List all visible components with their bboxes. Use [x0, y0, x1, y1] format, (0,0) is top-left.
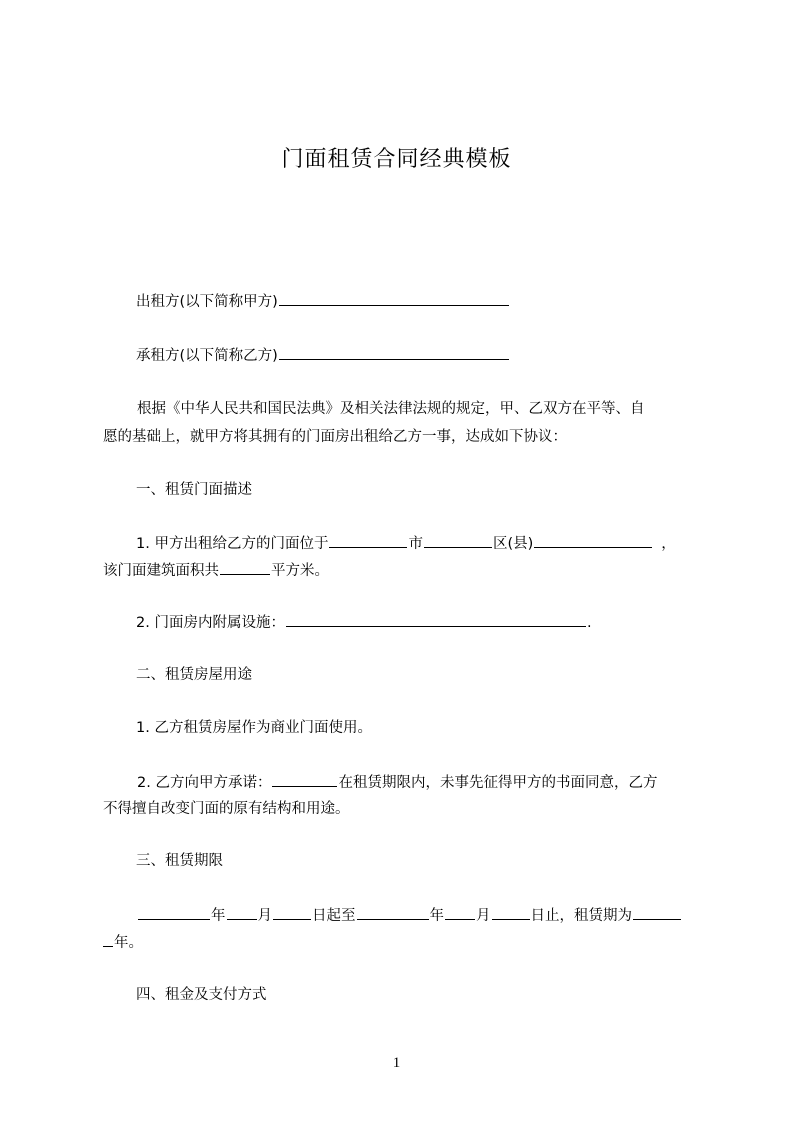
lessor-line	[136, 291, 746, 312]
s3-text-day2: 日止，租赁期为	[530, 908, 632, 924]
s2-item2-text-a: 2. 乙方向甲方承诺：	[137, 775, 272, 791]
s1-item2-line	[136, 612, 746, 633]
intro-line-1: 根据《中华人民共和国民法典》及相关法律法规的规定，甲、乙双方在平等、自	[137, 401, 645, 417]
page-number: 1	[392, 1055, 401, 1071]
s1-item1-text-c: 区(县)	[492, 536, 534, 552]
lessor-name-blank[interactable]	[279, 291, 509, 306]
location-district-blank[interactable]	[424, 533, 492, 548]
section-4-heading: 四、租金及支付方式	[136, 987, 267, 1003]
s1-item1-text-e: 该门面建筑面积共	[103, 563, 219, 579]
s3-text-end: 年。	[114, 935, 143, 951]
document-title: 门面租赁合同经典模板	[281, 147, 512, 172]
s2-item2-line2: 不得擅自改变门面的原有结构和用途。	[103, 801, 350, 817]
location-city-blank[interactable]	[329, 533, 407, 548]
section-3-heading: 三、租赁期限	[136, 853, 223, 869]
s3-text-month1: 月	[257, 908, 272, 924]
section-2-heading: 二、租赁房屋用途	[136, 667, 252, 683]
term-years-blank-cont[interactable]	[103, 932, 113, 947]
area-blank[interactable]	[220, 560, 270, 575]
lessee-line	[136, 345, 746, 366]
start-month-blank[interactable]	[227, 905, 257, 920]
s3-text-month2: 月	[476, 908, 491, 924]
s2-item1: 1. 乙方租赁房屋作为商业门面使用。	[136, 720, 372, 736]
s3-text-year1: 年	[211, 908, 226, 924]
s3-text-year2: 年	[429, 908, 444, 924]
start-year-blank[interactable]	[138, 905, 210, 920]
end-year-blank[interactable]	[357, 905, 429, 920]
section-1-heading: 一、租赁门面描述	[136, 482, 252, 498]
s3-period-line1	[137, 905, 747, 926]
s3-text-day1: 日起至	[312, 908, 356, 924]
location-detail-blank[interactable]	[534, 533, 652, 548]
end-day-blank[interactable]	[492, 905, 530, 920]
s1-item1-text-d: ，	[661, 536, 676, 552]
s3-period-line2	[103, 932, 713, 953]
s2-item2-line1	[137, 772, 747, 793]
s1-item2-text-a: 2. 门面房内附属设施：	[136, 615, 285, 631]
start-day-blank[interactable]	[273, 905, 311, 920]
lessor-label: 出租方(以下简称甲方)	[136, 294, 278, 310]
s1-item1-text-b: 市	[408, 536, 423, 552]
end-month-blank[interactable]	[445, 905, 475, 920]
s1-item2-text-b: .	[586, 615, 592, 631]
intro-line-2: 愿的基础上，就甲方将其拥有的门面房出租给乙方一事，达成如下协议：	[103, 429, 567, 445]
s1-item1-text-f: 平方米。	[271, 563, 329, 579]
s2-item2-text-b: 在租赁期限内，未事先征得甲方的书面同意，乙方	[338, 775, 658, 791]
lessee-label: 承租方(以下简称乙方)	[136, 348, 278, 364]
term-years-blank[interactable]	[633, 905, 681, 920]
s1-item1-text-a: 1. 甲方出租给乙方的门面位于	[136, 536, 329, 552]
s1-item1-line2	[103, 560, 713, 581]
facilities-blank[interactable]	[286, 612, 586, 627]
s1-item1-line1	[136, 533, 746, 554]
promise-blank[interactable]	[272, 772, 337, 787]
lessee-name-blank[interactable]	[279, 345, 509, 360]
